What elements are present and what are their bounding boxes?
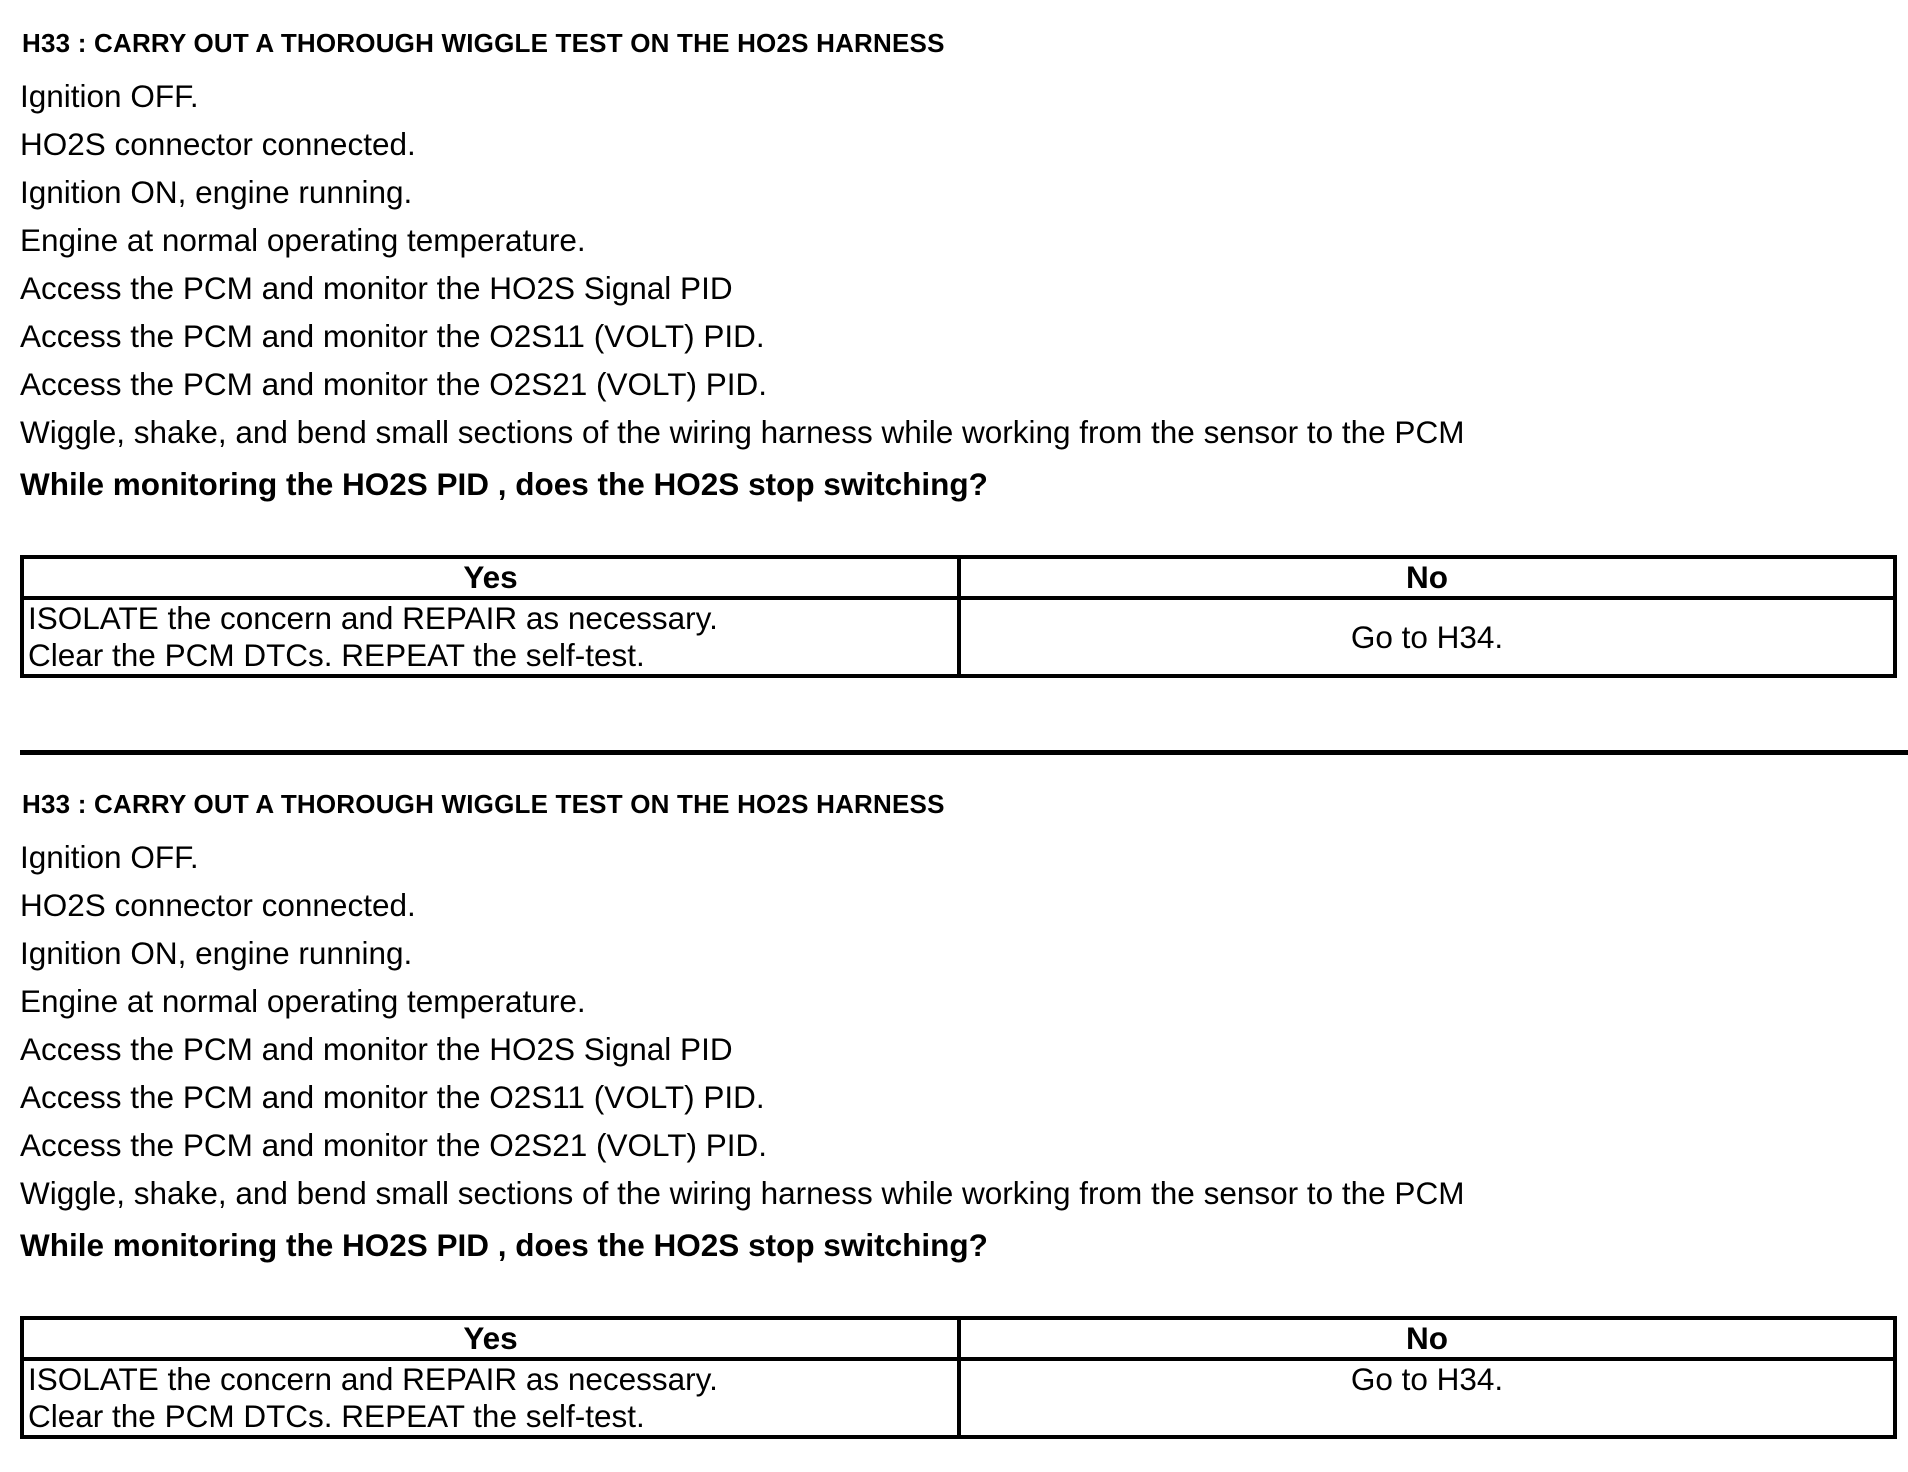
procedure-step: Ignition ON, engine running. [20, 935, 413, 971]
section-divider [20, 750, 1908, 755]
yes-action-line: Clear the PCM DTCs. REPEAT the self-test. [28, 637, 645, 673]
yes-header: Yes [22, 557, 959, 598]
procedure-steps [20, 833, 1464, 1217]
no-action-cell: Go to H34. [959, 1359, 1895, 1437]
yes-action-cell [22, 598, 959, 676]
no-action-cell: Go to H34. [959, 598, 1895, 676]
procedure-step: Access the PCM and monitor the HO2S Signal PID [20, 270, 733, 306]
procedure-step: Access the PCM and monitor the HO2S Signal PID [20, 1031, 733, 1067]
yes-action-line: ISOLATE the concern and REPAIR as necessary. [28, 600, 718, 636]
procedure-step: HO2S connector connected. [20, 887, 416, 923]
decision-table [20, 555, 1897, 678]
yes-header: Yes [22, 1318, 959, 1359]
procedure-steps [20, 72, 1464, 456]
yes-action-line: ISOLATE the concern and REPAIR as necessary. [28, 1361, 718, 1397]
step-heading: H33 : CARRY OUT A THOROUGH WIGGLE TEST ON THE HO2S HARNESS [22, 28, 945, 58]
procedure-step: Access the PCM and monitor the O2S21 (VOLT) PID. [20, 1127, 767, 1163]
decision-question: While monitoring the HO2S PID , does the HO2S stop switching? [20, 1227, 988, 1263]
no-header: No [959, 1318, 1895, 1359]
procedure-step: Ignition OFF. [20, 78, 199, 114]
procedure-step: Ignition OFF. [20, 839, 199, 875]
procedure-step: Access the PCM and monitor the O2S11 (VOLT) PID. [20, 1079, 765, 1115]
procedure-step: Wiggle, shake, and bend small sections of the wiring harness while working from the sensor to the PCM [20, 1175, 1465, 1211]
step-heading: H33 : CARRY OUT A THOROUGH WIGGLE TEST ON THE HO2S HARNESS [22, 789, 945, 819]
procedure-step: Engine at normal operating temperature. [20, 983, 586, 1019]
procedure-step: Wiggle, shake, and bend small sections of the wiring harness while working from the sensor to the PCM [20, 414, 1465, 450]
table-header-row [22, 1318, 1895, 1359]
procedure-step: Ignition ON, engine running. [20, 174, 413, 210]
procedure-step: HO2S connector connected. [20, 126, 416, 162]
yes-action-cell [22, 1359, 959, 1437]
no-header: No [959, 557, 1895, 598]
decision-table [20, 1316, 1897, 1439]
table-row [22, 1359, 1895, 1437]
yes-action-line: Clear the PCM DTCs. REPEAT the self-test. [28, 1398, 645, 1434]
table-header-row [22, 557, 1895, 598]
procedure-step: Access the PCM and monitor the O2S21 (VOLT) PID. [20, 366, 767, 402]
decision-question: While monitoring the HO2S PID , does the HO2S stop switching? [20, 466, 988, 502]
procedure-step: Engine at normal operating temperature. [20, 222, 586, 258]
table-row [22, 598, 1895, 676]
procedure-step: Access the PCM and monitor the O2S11 (VOLT) PID. [20, 318, 765, 354]
